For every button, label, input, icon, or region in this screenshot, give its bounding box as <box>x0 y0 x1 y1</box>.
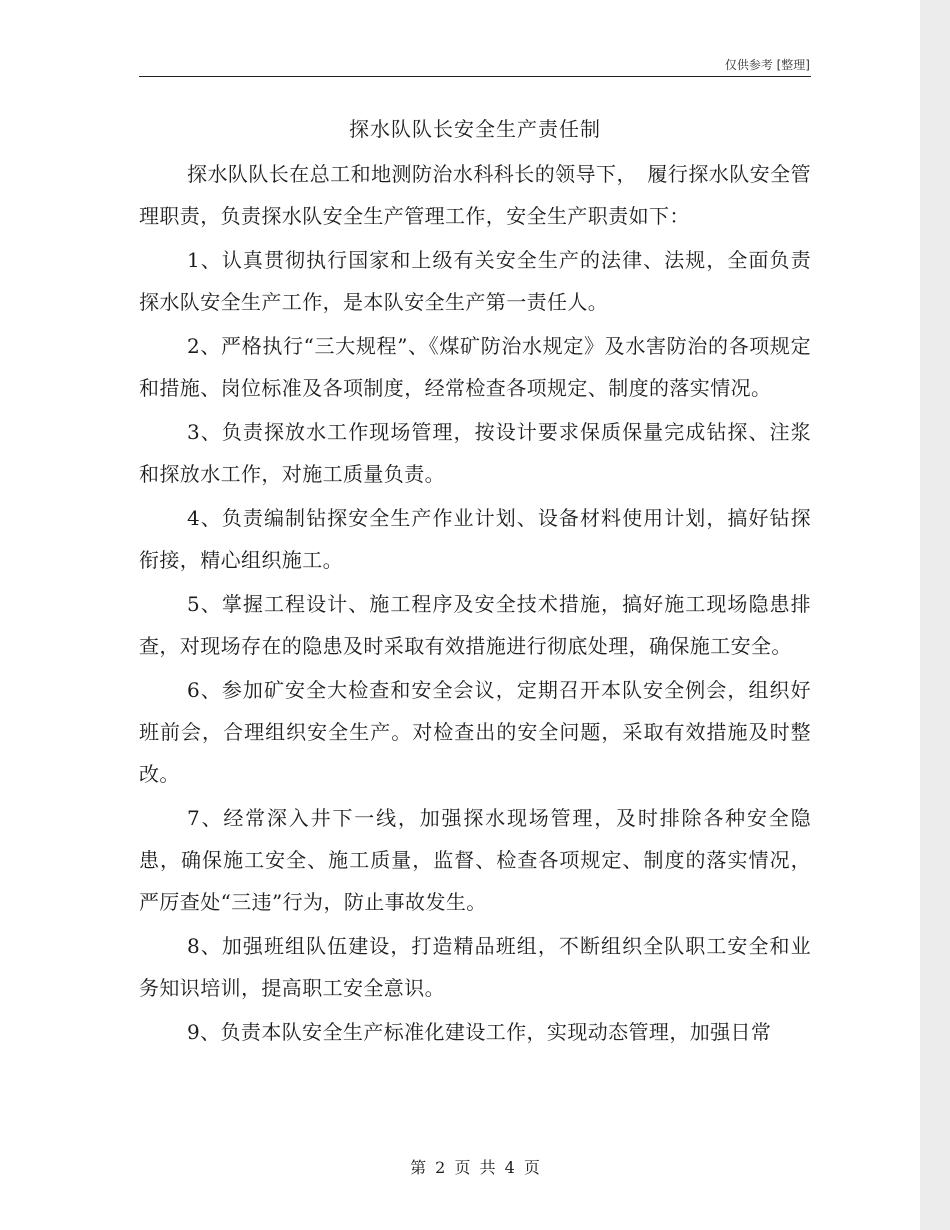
paragraph-item-2: 2、严格执行“三大规程”、《煤矿防治水规定》及水害防治的各项规定和措施、岗位标准及各项制度，经常检查各项规定、制度的落实情况。 <box>139 334 811 400</box>
header-divider <box>139 76 811 77</box>
paragraph-item-8: 8、加强班组队伍建设，打造精品班组，不断组织全队职工安全和业务知识培训，提高职工安全意识。 <box>139 934 811 1000</box>
paragraph-item-6: 6、参加矿安全大检查和安全会议，定期召开本队安全例会，组织好班前会，合理组织安全生产。对检查出的安全问题，采取有效措施及时整改。 <box>139 678 811 786</box>
document-title: 探水队队长安全生产责任制 <box>349 117 601 141</box>
header-note: 仅供参考 [整理] <box>724 58 810 72</box>
document-body <box>139 153 811 1055</box>
paragraph-item-4: 4、负责编制钻探安全生产作业计划、设备材料使用计划，搞好钻探衔接，精心组织施工。 <box>139 506 811 572</box>
paragraph-item-5: 5、掌握工程设计、施工程序及安全技术措施，搞好施工现场隐患排查，对现场存在的隐患及时采取有效措施进行彻底处理，确保施工安全。 <box>139 592 811 658</box>
page-number: 第 2 页 共 4 页 <box>410 1158 540 1177</box>
paragraph-item-3: 3、负责探放水工作现场管理，按设计要求保质保量完成钻探、注浆和探放水工作，对施工质量负责。 <box>139 420 811 486</box>
paragraph-item-1: 1、认真贯彻执行国家和上级有关安全生产的法律、法规，全面负责探水队安全生产工作，是本队安全生产第一责任人。 <box>139 248 811 314</box>
paragraph-item-7: 7、经常深入井下一线，加强探水现场管理，及时排除各种安全隐患，确保施工安全、施工质量，监督、检查各项规定、制度的落实情况，严厉查处“三违”行为，防止事故发生。 <box>139 806 811 914</box>
paragraph-intro: 探水队队长在总工和地测防治水科科长的领导下， 履行探水队安全管理职责，负责探水队安全生产管理工作，安全生产职责如下： <box>139 162 811 228</box>
paragraph-item-9: 9、负责本队安全生产标准化建设工作，实现动态管理，加强日常 <box>187 1020 772 1044</box>
